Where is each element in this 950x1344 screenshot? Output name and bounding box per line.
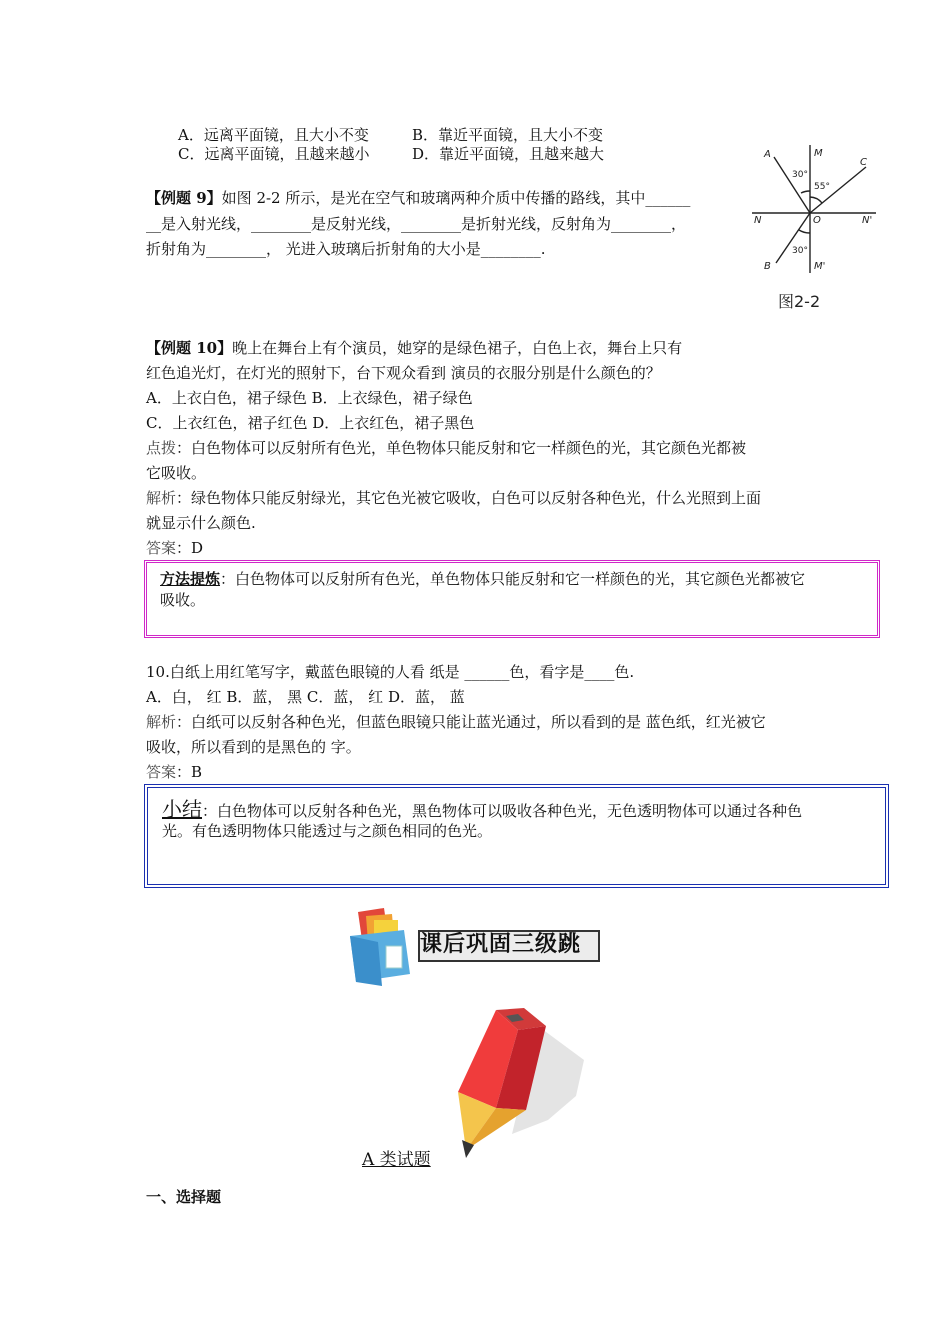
angle-arc-top-right: [810, 197, 822, 203]
analysis-label: 解析: [146, 489, 177, 507]
folder-books-icon: [344, 908, 414, 986]
angle-bottom: 30°: [792, 246, 808, 256]
summary-line-2: 光。有色透明物体只能透过与之颜色相同的色光。: [162, 822, 493, 840]
section-heading: 一、选择题: [146, 1188, 222, 1206]
q8-option-c: C．远离平面镜，且越来越小: [178, 145, 370, 163]
analysis-text-1: ：绿色物体只能反射绿光，其它色光被它吸收，白色可以反射各种色光，什么光照到上面: [176, 489, 762, 507]
label-m-prime: M': [814, 261, 826, 272]
method-box-line-2: 吸收。: [160, 591, 206, 609]
banner-title: 课后巩固三级跳: [420, 932, 582, 957]
q8-option-d: D．靠近平面镜，且越来越大: [412, 145, 605, 163]
example-10-hint: [146, 438, 746, 458]
summary-line-1: [162, 798, 802, 822]
q10-answer-text: ：B: [176, 763, 203, 781]
q8-option-a: A．远离平面镜，且大小不变: [178, 126, 369, 144]
example-10-line-1: [146, 338, 682, 358]
example-10-text-1: 晚上在舞台上有个演员，她穿的是绿色裙子，白色上衣，舞台上只有: [232, 339, 683, 357]
label-m: M: [814, 148, 823, 159]
example-10-options-ab: A．上衣白色，裙子绿色 B．上衣绿色，裙子绿色: [146, 389, 473, 407]
summary-text-1: ：白色物体可以反射各种色光，黑色物体可以吸收各种色光，无色透明物体可以通过各种色: [202, 802, 803, 820]
angle-top-left: 30°: [792, 170, 808, 180]
example-10-analysis-2: 就显示什么颜色.: [146, 514, 256, 532]
section-banner: [344, 908, 606, 986]
figure-caption: 图2-2: [778, 292, 821, 311]
example-10-hint-2: 它吸收。: [146, 464, 207, 482]
category-title: A 类试题: [362, 1150, 431, 1170]
figure-2-2: [752, 145, 882, 315]
example-10-options-cd: C．上衣红色，裙子红色 D．上衣红色，裙子黑色: [146, 414, 475, 432]
summary-label: 小结: [162, 797, 202, 821]
answer-text: ：D: [176, 539, 204, 557]
label-o: O: [813, 215, 821, 226]
angle-arc-top-left: [801, 191, 810, 193]
answer-label: 答案: [146, 539, 177, 557]
q10-analysis-label: 解析: [146, 713, 177, 731]
ray-ao: [774, 157, 810, 213]
method-label: 方法提炼: [160, 570, 221, 588]
hint-label: 点拨: [146, 439, 177, 457]
label-b: B: [764, 261, 771, 272]
example-10-analysis: [146, 488, 761, 508]
q10-analysis: [146, 712, 766, 732]
q10-answer-label: 答案: [146, 763, 177, 781]
label-n-prime: N': [862, 215, 873, 226]
example-10-line-2: 红色追光灯，在灯光的照射下，台下观众看到 演员的衣服分别是什么颜色的？: [146, 364, 661, 382]
example-9-line-3: 折射角为________， 光进入玻璃后折射角的大小是________.: [146, 240, 546, 258]
example-10-answer: [146, 538, 203, 558]
q10-analysis-2: 吸收，所以看到的是黑色的 字。: [146, 738, 361, 756]
example-9-line-1: [146, 188, 690, 208]
pencil-icon: [452, 1000, 584, 1162]
example-9-text-1: 如图 2-2 所示，是光在空气和玻璃两种介质中传播的路线，其中______: [221, 189, 691, 207]
q10-analysis-text-1: ：白纸可以反射各种色光，但蓝色眼镜只能让蓝光通过，所以看到的是 蓝色纸，红光被它: [176, 713, 766, 731]
hint-text-1: ：白色物体可以反射所有色光，单色物体只能反射和它一样颜色的光，其它颜色光都被: [176, 439, 747, 457]
label-a: A: [764, 149, 771, 160]
example-9-line-2: __是入射光线，________是反射光线，________是折射光线，反射角为________，: [146, 215, 687, 233]
q10-answer: [146, 762, 202, 782]
method-text-1: ：白色物体可以反射所有色光，单色物体只能反射和它一样颜色的光，其它颜色光都被它: [220, 570, 806, 588]
q8-option-b: B．靠近平面镜，且大小不变: [412, 126, 604, 144]
method-box-line-1: [160, 569, 805, 589]
angle-arc-bottom: [799, 230, 810, 233]
angle-top-right: 55°: [814, 182, 830, 192]
example-10-tag: 【例题 10】: [146, 339, 233, 357]
label-n: N: [754, 215, 762, 226]
q10-options: A．白， 红 B．蓝， 黑 C．蓝， 红 D．蓝， 蓝: [146, 688, 465, 706]
label-c: C: [860, 157, 867, 168]
q10-stem: 10.白纸上用红笔写字，戴蓝色眼镜的人看 纸是 ______色，看字是____色.: [146, 663, 635, 681]
example-9-tag: 【例题 9】: [146, 189, 222, 207]
